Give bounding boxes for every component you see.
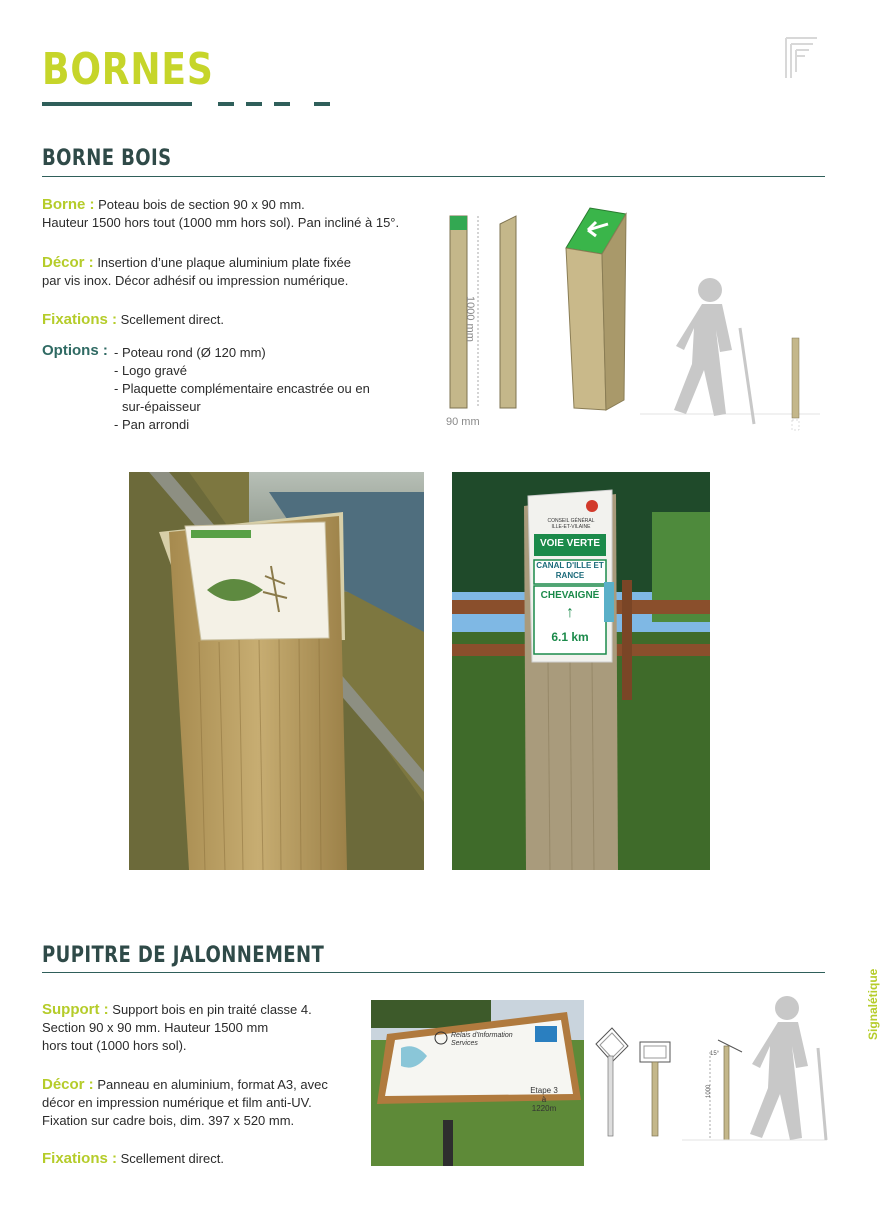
photo-borne-signage-illustration: [452, 472, 710, 870]
pupitre-decor-description: [42, 1076, 362, 1130]
option-item: - Logo gravé: [114, 363, 187, 378]
borne-text: Poteau bois de section 90 x 90 mm.: [98, 197, 305, 212]
title-dash: [218, 102, 234, 106]
pupitre-height-label: 1000: [706, 1084, 712, 1098]
section-heading-borne-bois: BORNE BOIS: [42, 146, 172, 171]
option-item: sur-épaisseur: [122, 399, 201, 414]
title-underline: [42, 102, 192, 106]
pupitre-photo-distance: 1220m: [531, 1104, 557, 1113]
support-label: Support :: [42, 1001, 109, 1018]
pupitre-decor-text: Panneau en aluminium, format A3, avec: [97, 1077, 328, 1092]
decor-description: [42, 254, 422, 290]
pupitre-decor-text: décor en impression numérique et film anti-UV.: [42, 1095, 312, 1110]
pupitre-fixations-description: [42, 1150, 362, 1168]
dimension-width-label: 90 mm: [446, 416, 480, 428]
title-dash: [314, 102, 330, 106]
support-text: Section 90 x 90 mm. Hauteur 1500 mm: [42, 1020, 269, 1035]
option-item: - Plaquette complémentaire encastrée ou en: [114, 381, 370, 396]
decor-text: par vis inox. Décor adhésif ou impression numérique.: [42, 273, 349, 288]
side-tab-label: Signalétique: [866, 968, 880, 1040]
section-divider: [42, 972, 825, 973]
support-text: hors tout (1000 hors sol).: [42, 1038, 187, 1053]
borne-technical-drawing: [440, 200, 830, 440]
fixations-label: Fixations :: [42, 311, 118, 328]
sign-org-line1: CONSEIL GÉNÉRAL: [547, 518, 595, 524]
pupitre-fixations-label: Fixations :: [42, 1150, 118, 1167]
borne-description: [42, 196, 422, 232]
support-description: [42, 1001, 362, 1055]
section-heading-pupitre: PUPITRE DE JALONNEMENT: [42, 943, 325, 968]
pupitre-photo-step: Etape 3: [530, 1086, 558, 1095]
option-item: - Poteau rond (Ø 120 mm): [114, 345, 266, 360]
pupitre-technical-drawing: [592, 990, 832, 1150]
photo-pupitre: [371, 1000, 584, 1166]
photo-borne-signage: [452, 472, 710, 870]
section-divider: [42, 176, 825, 177]
support-text: Support bois en pin traité classe 4.: [112, 1002, 312, 1017]
side-tab-signaletique: [866, 950, 880, 1040]
pupitre-photo-a: à: [541, 1095, 547, 1104]
sign-distance: 6.1 km: [551, 630, 589, 644]
fixations-description: [42, 311, 422, 329]
options-label: Options :: [42, 342, 108, 359]
pupitre-decor-label: Décor :: [42, 1076, 94, 1093]
title-dash: [246, 102, 262, 106]
title-dash: [274, 102, 290, 106]
pupitre-photo-title: Relais d'Information Services: [451, 1032, 513, 1047]
decor-text: Insertion d’une plaque aluminium plate fixée: [97, 255, 351, 270]
sign-route-label: VOIE VERTE: [539, 538, 600, 549]
sign-canal-label: CANAL D'ILLE ET RANCE: [536, 561, 604, 580]
sign-org-line2: ILLE-ET-VILAINE: [551, 524, 591, 530]
options-list: [114, 344, 414, 434]
dimension-height-label: 1000 mm: [464, 296, 476, 342]
pupitre-angle-label: 15°: [710, 1051, 720, 1057]
page-title: BORNES: [42, 44, 214, 95]
photo-borne-wood-illustration: [129, 472, 424, 870]
borne-text: Hauteur 1500 hors tout (1000 mm hors sol). Pan incliné à 15°.: [42, 215, 400, 230]
pupitre-fixations-text: Scellement direct.: [120, 1151, 224, 1166]
option-item: - Pan arrondi: [114, 417, 190, 432]
pupitre-decor-text: Fixation sur cadre bois, dim. 397 x 520 mm.: [42, 1113, 295, 1128]
sign-arrow-icon: ↑: [566, 604, 574, 621]
fixations-text: Scellement direct.: [120, 312, 224, 327]
borne-label: Borne :: [42, 196, 95, 213]
photo-pupitre-illustration: [371, 1000, 584, 1166]
photo-borne-wood: [129, 472, 424, 870]
decor-label: Décor :: [42, 254, 94, 271]
brand-logo-icon: [783, 36, 819, 80]
sign-destination: CHEVAIGNÉ: [540, 590, 600, 601]
